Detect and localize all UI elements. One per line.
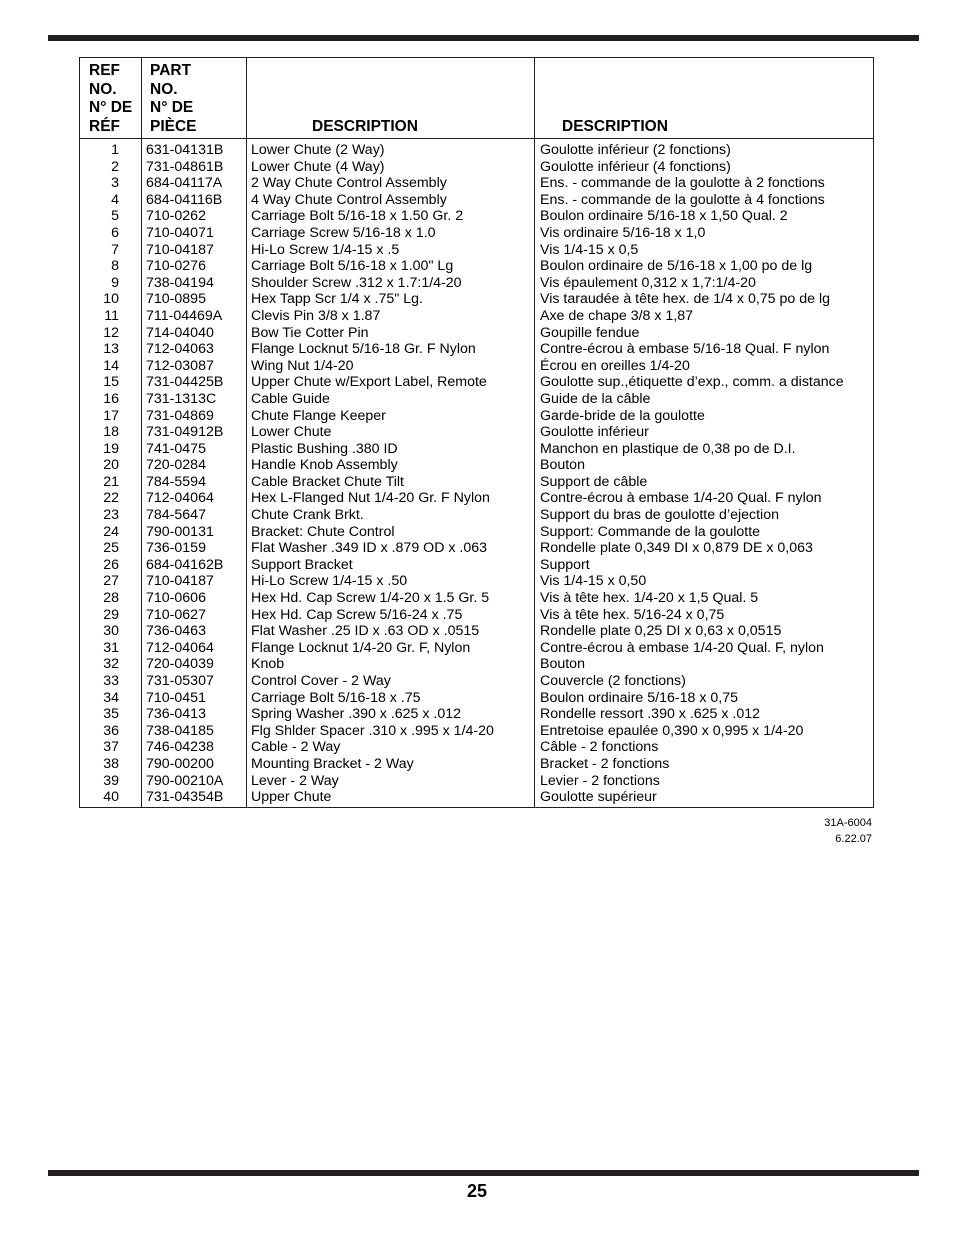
ref-cell: 26	[80, 557, 142, 574]
description-en-cell: Shoulder Screw .312 x 1.7:1/4-20	[247, 275, 535, 292]
header-description-en: DESCRIPTION	[247, 58, 535, 139]
description-en-cell: Flat Washer .25 ID x .63 OD x .0515	[247, 623, 535, 640]
part-number-cell: 631-04131B	[142, 139, 247, 159]
ref-cell: 22	[80, 490, 142, 507]
description-fr-cell: Support: Commande de la goulotte	[535, 524, 874, 541]
part-number-cell: 712-03087	[142, 358, 247, 375]
description-fr-cell: Vis 1/4-15 x 0,5	[535, 242, 874, 259]
description-en-cell: Handle Knob Assembly	[247, 457, 535, 474]
ref-cell: 31	[80, 640, 142, 657]
table-row	[80, 773, 874, 790]
ref-cell: 11	[80, 308, 142, 325]
ref-cell: 37	[80, 739, 142, 756]
table-row	[80, 457, 874, 474]
description-en-cell: Knob	[247, 656, 535, 673]
table-row	[80, 159, 874, 176]
description-fr-cell: Vis taraudée à tête hex. de 1/4 x 0,75 po de lg	[535, 291, 874, 308]
description-en-cell: Flat Washer .349 ID x .879 OD x .063	[247, 540, 535, 557]
table-row	[80, 139, 874, 159]
ref-cell: 14	[80, 358, 142, 375]
description-fr-cell: Écrou en oreilles 1/4-20	[535, 358, 874, 375]
ref-cell: 27	[80, 573, 142, 590]
description-en-cell: Hex Tapp Scr 1/4 x .75" Lg.	[247, 291, 535, 308]
header-ref-no: REF NO. N° DE RÉF	[80, 58, 142, 139]
table-row	[80, 756, 874, 773]
table-row	[80, 175, 874, 192]
description-en-cell: Carriage Bolt 5/16-18 x .75	[247, 690, 535, 707]
description-en-cell: Clevis Pin 3/8 x 1.87	[247, 308, 535, 325]
part-number-cell: 710-04187	[142, 242, 247, 259]
table-row	[80, 656, 874, 673]
part-number-cell: 684-04117A	[142, 175, 247, 192]
part-number-cell: 731-04354B	[142, 789, 247, 807]
part-number-cell: 731-04861B	[142, 159, 247, 176]
description-fr-cell: Contre-écrou à embase 5/16-18 Qual. F nylon	[535, 341, 874, 358]
table-row	[80, 208, 874, 225]
table-row	[80, 242, 874, 259]
description-fr-cell: Rondelle plate 0,349 DI x 0,879 DE x 0,063	[535, 540, 874, 557]
table-row	[80, 308, 874, 325]
ref-cell: 4	[80, 192, 142, 209]
description-en-cell: 4 Way Chute Control Assembly	[247, 192, 535, 209]
description-fr-cell: Bouton	[535, 457, 874, 474]
table-row	[80, 474, 874, 491]
table-row	[80, 623, 874, 640]
description-en-cell: Chute Flange Keeper	[247, 408, 535, 425]
part-number-cell: 736-0463	[142, 623, 247, 640]
ref-cell: 25	[80, 540, 142, 557]
table-row	[80, 673, 874, 690]
ref-cell: 7	[80, 242, 142, 259]
table-row	[80, 341, 874, 358]
description-fr-cell: Câble - 2 fonctions	[535, 739, 874, 756]
part-number-cell: 736-0159	[142, 540, 247, 557]
description-en-cell: Carriage Screw 5/16-18 x 1.0	[247, 225, 535, 242]
description-en-cell: Flange Locknut 1/4-20 Gr. F, Nylon	[247, 640, 535, 657]
description-fr-cell: Vis à tête hex. 1/4-20 x 1,5 Qual. 5	[535, 590, 874, 607]
table-header-row	[80, 58, 874, 139]
ref-cell: 33	[80, 673, 142, 690]
table-row	[80, 540, 874, 557]
ref-cell: 8	[80, 258, 142, 275]
ref-cell: 5	[80, 208, 142, 225]
ref-cell: 1	[80, 139, 142, 159]
table-row	[80, 640, 874, 657]
description-en-cell: Bracket: Chute Control	[247, 524, 535, 541]
part-number-cell: 710-0262	[142, 208, 247, 225]
part-number-cell: 738-04185	[142, 723, 247, 740]
part-number-cell: 720-0284	[142, 457, 247, 474]
ref-cell: 20	[80, 457, 142, 474]
description-en-cell: Bow Tie Cotter Pin	[247, 325, 535, 342]
part-number-cell: 731-04869	[142, 408, 247, 425]
description-en-cell: Hex Hd. Cap Screw 5/16-24 x .75	[247, 607, 535, 624]
description-fr-cell: Vis 1/4-15 x 0,50	[535, 573, 874, 590]
ref-cell: 18	[80, 424, 142, 441]
description-en-cell: Lower Chute (4 Way)	[247, 159, 535, 176]
ref-cell: 24	[80, 524, 142, 541]
description-en-cell: Flange Locknut 5/16-18 Gr. F Nylon	[247, 341, 535, 358]
table-row	[80, 573, 874, 590]
ref-cell: 23	[80, 507, 142, 524]
description-en-cell: Hi-Lo Screw 1/4-15 x .50	[247, 573, 535, 590]
description-en-cell: Mounting Bracket - 2 Way	[247, 756, 535, 773]
description-en-cell: Cable - 2 Way	[247, 739, 535, 756]
table-row	[80, 690, 874, 707]
description-en-cell: Upper Chute	[247, 789, 535, 807]
description-fr-cell: Couvercle (2 fonctions)	[535, 673, 874, 690]
part-number-cell: 714-04040	[142, 325, 247, 342]
description-fr-cell: Rondelle plate 0,25 DI x 0,63 x 0,0515	[535, 623, 874, 640]
ref-cell: 15	[80, 374, 142, 391]
description-fr-cell: Manchon en plastique de 0,38 po de D.I.	[535, 441, 874, 458]
table-row	[80, 358, 874, 375]
part-number-cell: 712-04064	[142, 490, 247, 507]
ref-cell: 16	[80, 391, 142, 408]
ref-cell: 19	[80, 441, 142, 458]
description-en-cell: Carriage Bolt 5/16-18 x 1.50 Gr. 2	[247, 208, 535, 225]
page-number: 25	[466, 1181, 488, 1201]
ref-cell: 21	[80, 474, 142, 491]
description-fr-cell: Vis épaulement 0,312 x 1,7:1/4-20	[535, 275, 874, 292]
description-fr-cell: Support de câble	[535, 474, 874, 491]
description-fr-cell: Boulon ordinaire 5/16-18 x 1,50 Qual. 2	[535, 208, 874, 225]
parts-table-body	[80, 139, 874, 808]
part-number-cell: 731-1313C	[142, 391, 247, 408]
description-fr-cell: Goulotte inférieur	[535, 424, 874, 441]
ref-cell: 9	[80, 275, 142, 292]
table-row	[80, 557, 874, 574]
part-number-cell: 720-04039	[142, 656, 247, 673]
part-number-cell: 684-04116B	[142, 192, 247, 209]
part-number-cell: 710-0895	[142, 291, 247, 308]
description-en-cell: Lower Chute (2 Way)	[247, 139, 535, 159]
part-number-cell: 790-00131	[142, 524, 247, 541]
description-fr-cell: Vis ordinaire 5/16-18 x 1,0	[535, 225, 874, 242]
description-fr-cell: Ens. - commande de la goulotte à 4 fonctions	[535, 192, 874, 209]
top-rule	[48, 35, 919, 41]
part-number-cell: 746-04238	[142, 739, 247, 756]
description-en-cell: Chute Crank Brkt.	[247, 507, 535, 524]
part-number-cell: 731-05307	[142, 673, 247, 690]
description-fr-cell: Goupille fendue	[535, 325, 874, 342]
part-number-cell: 731-04912B	[142, 424, 247, 441]
description-en-cell: Flg Shlder Spacer .310 x .995 x 1/4-20	[247, 723, 535, 740]
table-row	[80, 192, 874, 209]
part-number-cell: 741-0475	[142, 441, 247, 458]
part-number-cell: 710-0276	[142, 258, 247, 275]
ref-cell: 10	[80, 291, 142, 308]
table-row	[80, 706, 874, 723]
description-fr-cell: Support du bras de goulotte d’ejection	[535, 507, 874, 524]
description-fr-cell: Axe de chape 3/8 x 1,87	[535, 308, 874, 325]
part-number-cell: 710-0451	[142, 690, 247, 707]
description-en-cell: Wing Nut 1/4-20	[247, 358, 535, 375]
part-number-cell: 738-04194	[142, 275, 247, 292]
description-en-cell: Control Cover - 2 Way	[247, 673, 535, 690]
description-en-cell: Lower Chute	[247, 424, 535, 441]
description-en-cell: Lever - 2 Way	[247, 773, 535, 790]
parts-table	[79, 57, 874, 808]
description-en-cell: 2 Way Chute Control Assembly	[247, 175, 535, 192]
part-number-cell: 784-5647	[142, 507, 247, 524]
description-en-cell: Support Bracket	[247, 557, 535, 574]
ref-cell: 34	[80, 690, 142, 707]
ref-cell: 39	[80, 773, 142, 790]
part-number-cell: 710-0606	[142, 590, 247, 607]
ref-cell: 40	[80, 789, 142, 807]
part-number-cell: 710-04071	[142, 225, 247, 242]
ref-cell: 17	[80, 408, 142, 425]
description-en-cell: Hex L-Flanged Nut 1/4-20 Gr. F Nylon	[247, 490, 535, 507]
description-fr-cell: Support	[535, 557, 874, 574]
description-fr-cell: Goulotte sup.,étiquette d’exp., comm. a distance	[535, 374, 874, 391]
part-number-cell: 711-04469A	[142, 308, 247, 325]
table-row	[80, 391, 874, 408]
table-row	[80, 408, 874, 425]
description-en-cell: Cable Guide	[247, 391, 535, 408]
description-en-cell: Hi-Lo Screw 1/4-15 x .5	[247, 242, 535, 259]
description-en-cell: Cable Bracket Chute Tilt	[247, 474, 535, 491]
description-fr-cell: Guide de la câble	[535, 391, 874, 408]
table-row	[80, 789, 874, 807]
table-row	[80, 590, 874, 607]
table-row	[80, 258, 874, 275]
ref-cell: 2	[80, 159, 142, 176]
description-fr-cell: Boulon ordinaire de 5/16-18 x 1,00 po de lg	[535, 258, 874, 275]
description-en-cell: Carriage Bolt 5/16-18 x 1.00" Lg	[247, 258, 535, 275]
ref-cell: 13	[80, 341, 142, 358]
description-fr-cell: Entretoise epaulée 0,390 x 0,995 x 1/4-20	[535, 723, 874, 740]
table-row	[80, 723, 874, 740]
ref-cell: 36	[80, 723, 142, 740]
description-en-cell: Hex Hd. Cap Screw 1/4-20 x 1.5 Gr. 5	[247, 590, 535, 607]
ref-cell: 32	[80, 656, 142, 673]
ref-cell: 38	[80, 756, 142, 773]
description-fr-cell: Levier - 2 fonctions	[535, 773, 874, 790]
description-fr-cell: Goulotte inférieur (4 fonctions)	[535, 159, 874, 176]
part-number-cell: 710-04187	[142, 573, 247, 590]
part-number-cell: 790-00210A	[142, 773, 247, 790]
description-en-cell: Spring Washer .390 x .625 x .012	[247, 706, 535, 723]
table-row	[80, 441, 874, 458]
description-en-cell: Plastic Bushing .380 ID	[247, 441, 535, 458]
description-fr-cell: Rondelle ressort .390 x .625 x .012	[535, 706, 874, 723]
table-row	[80, 291, 874, 308]
description-fr-cell: Contre-écrou à embase 1/4-20 Qual. F nylon	[535, 490, 874, 507]
part-number-cell: 784-5594	[142, 474, 247, 491]
description-fr-cell: Boulon ordinaire 5/16-18 x 0,75	[535, 690, 874, 707]
ref-cell: 29	[80, 607, 142, 624]
ref-cell: 3	[80, 175, 142, 192]
ref-cell: 6	[80, 225, 142, 242]
document-code	[824, 815, 872, 847]
description-fr-cell: Goulotte supérieur	[535, 789, 874, 807]
bottom-rule	[48, 1170, 919, 1176]
table-row	[80, 225, 874, 242]
description-fr-cell: Bouton	[535, 656, 874, 673]
table-row	[80, 524, 874, 541]
part-number-cell: 712-04064	[142, 640, 247, 657]
description-en-cell: Upper Chute w/Export Label, Remote	[247, 374, 535, 391]
document-date: 6.22.07	[835, 833, 872, 845]
table-row	[80, 325, 874, 342]
ref-cell: 28	[80, 590, 142, 607]
description-fr-cell: Ens. - commande de la goulotte à 2 fonctions	[535, 175, 874, 192]
table-row	[80, 739, 874, 756]
ref-cell: 30	[80, 623, 142, 640]
description-fr-cell: Goulotte inférieur (2 fonctions)	[535, 139, 874, 159]
ref-cell: 35	[80, 706, 142, 723]
part-number-cell: 710-0627	[142, 607, 247, 624]
ref-cell: 12	[80, 325, 142, 342]
table-row	[80, 275, 874, 292]
part-number-cell: 731-04425B	[142, 374, 247, 391]
header-description-fr: DESCRIPTION	[535, 58, 874, 139]
table-row	[80, 490, 874, 507]
description-fr-cell: Garde-bride de la goulotte	[535, 408, 874, 425]
header-part-no: PART NO. N° DE PIÈCE	[142, 58, 247, 139]
part-number-cell: 712-04063	[142, 341, 247, 358]
part-number-cell: 684-04162B	[142, 557, 247, 574]
table-row	[80, 424, 874, 441]
document-number: 31A-6004	[824, 817, 872, 829]
part-number-cell: 790-00200	[142, 756, 247, 773]
table-row	[80, 374, 874, 391]
description-fr-cell: Bracket - 2 fonctions	[535, 756, 874, 773]
table-row	[80, 507, 874, 524]
description-fr-cell: Contre-écrou à embase 1/4-20 Qual. F, nylon	[535, 640, 874, 657]
description-fr-cell: Vis à tête hex. 5/16-24 x 0,75	[535, 607, 874, 624]
table-row	[80, 607, 874, 624]
part-number-cell: 736-0413	[142, 706, 247, 723]
